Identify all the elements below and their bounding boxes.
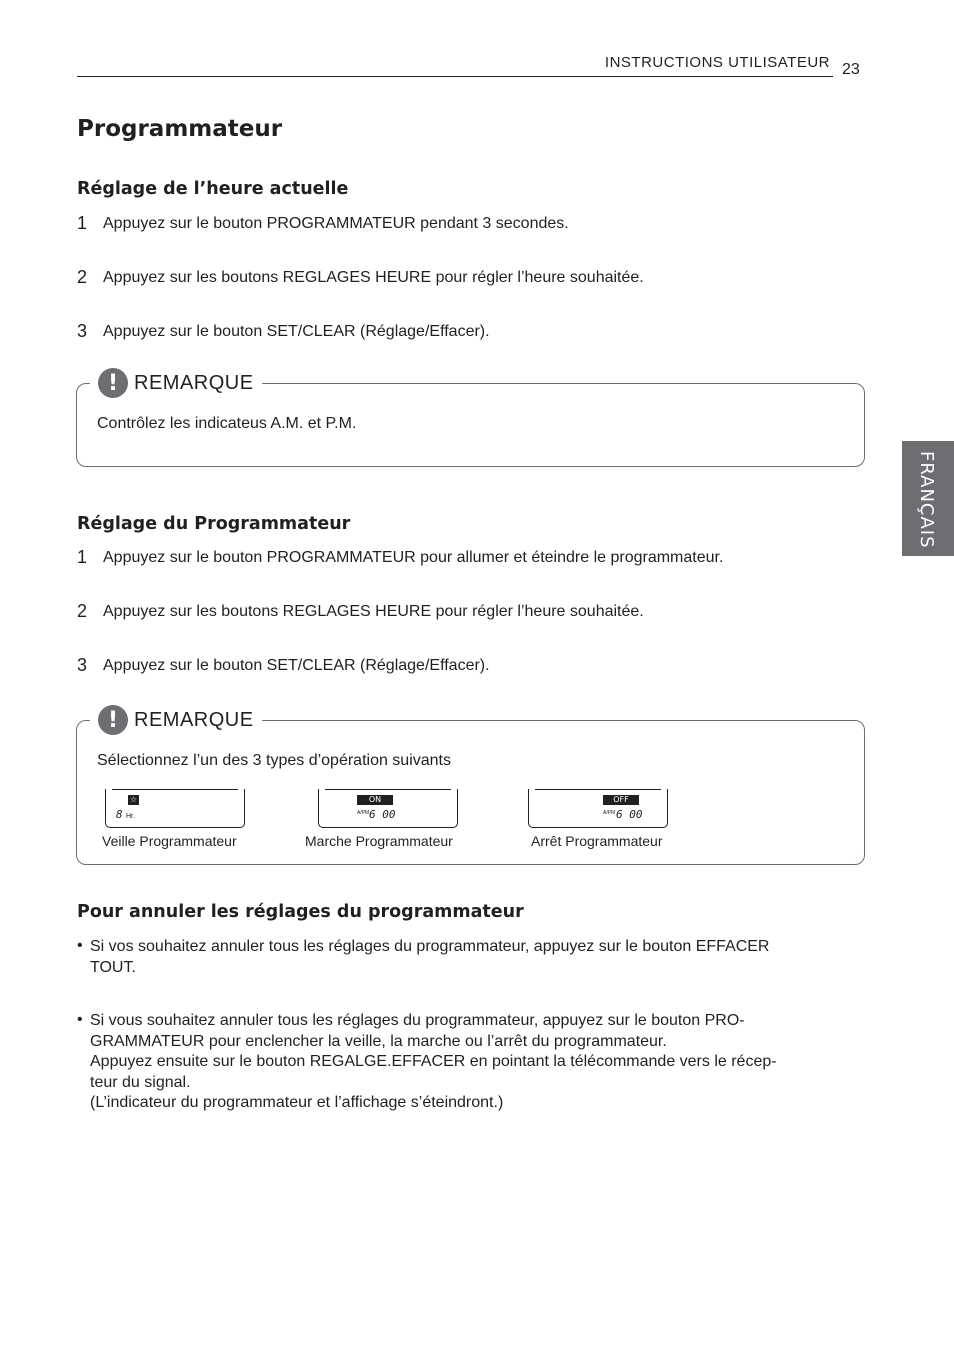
bullet-marker: • [77,1011,83,1028]
note-text: Contrôlez les indicateus A.M. et P.M. [97,415,357,432]
step-number: 2 [77,267,88,287]
display-sleep-timer [105,789,245,828]
language-tab-label: FRANÇAIS [916,451,937,549]
exclamation-icon: ! [98,368,128,398]
section-heading-timer-setting: Réglage du Programmateur [77,514,351,534]
step-number: 1 [77,547,88,567]
note-header [90,705,262,735]
display-timer-on [318,789,458,828]
header-rule [77,76,833,77]
step-number: 2 [77,601,88,621]
language-tab [902,441,954,556]
note-title: REMARQUE [134,371,254,394]
display-digits: 6 00 [616,808,643,821]
display-prefix: A/PM [603,810,616,816]
bullet-marker: • [77,937,83,954]
bullet-text: Si vous souhaitez annuler tous les réglages du programmateur, appuyez sur le bouton PRO- GRAMMATEUR pour enclencher la veille, la marche ou l’arrêt du programmateur. Appuyez ensuite sur le bouton REGALGE.EFFACER en pointant la télécommande vers le récep- teur du signal. (L’indicateur du programmateur et l’affichage s’éteindront.) [90,1012,777,1111]
display-label: Arrêt Programmateur [531,833,663,849]
exclamation-icon: ! [98,705,128,735]
note-title: REMARQUE [134,708,254,731]
note-text: Sélectionnez l’un des 3 types d’opération suivants [97,752,451,769]
step-number: 3 [77,321,88,341]
display-prefix: A/PM [357,810,370,816]
step-text: Appuyez sur les boutons REGLAGES HEURE pour régler l’heure souhaitée. [103,269,644,286]
display-label: Veille Programmateur [102,833,237,849]
display-digits: 8 [116,808,123,821]
step-text: Appuyez sur le bouton SET/CLEAR (Réglage/Effacer). [103,323,490,340]
page-title: Programmateur [77,116,283,142]
sleep-icon: ☆ [129,795,138,804]
bullet-text: Si vos souhaitez annuler tous les réglages du programmateur, appuyez sur le bouton EFFACER TOUT. [90,938,770,976]
page-number: 23 [842,61,860,78]
section-heading-current-time: Réglage de l’heure actuelle [77,179,349,199]
display-unit: Hr. [126,813,135,820]
step-text: Appuyez sur le bouton PROGRAMMATEUR pour allumer et éteindre le programmateur. [103,549,724,566]
display-timer-off [528,789,668,828]
step-number: 3 [77,655,88,675]
on-badge: ON [357,795,393,805]
section-heading-cancel: Pour annuler les réglages du programmateur [77,902,524,922]
step-number: 1 [77,213,88,233]
off-badge: OFF [603,795,639,805]
step-text: Appuyez sur les boutons REGLAGES HEURE pour régler l’heure souhaitée. [103,603,644,620]
display-label: Marche Programmateur [305,833,453,849]
step-text: Appuyez sur le bouton SET/CLEAR (Réglage/Effacer). [103,657,490,674]
running-header: INSTRUCTIONS UTILISATEUR [604,54,830,71]
note-header [90,368,262,398]
display-digits: 6 00 [369,808,396,821]
step-text: Appuyez sur le bouton PROGRAMMATEUR pendant 3 secondes. [103,215,569,232]
